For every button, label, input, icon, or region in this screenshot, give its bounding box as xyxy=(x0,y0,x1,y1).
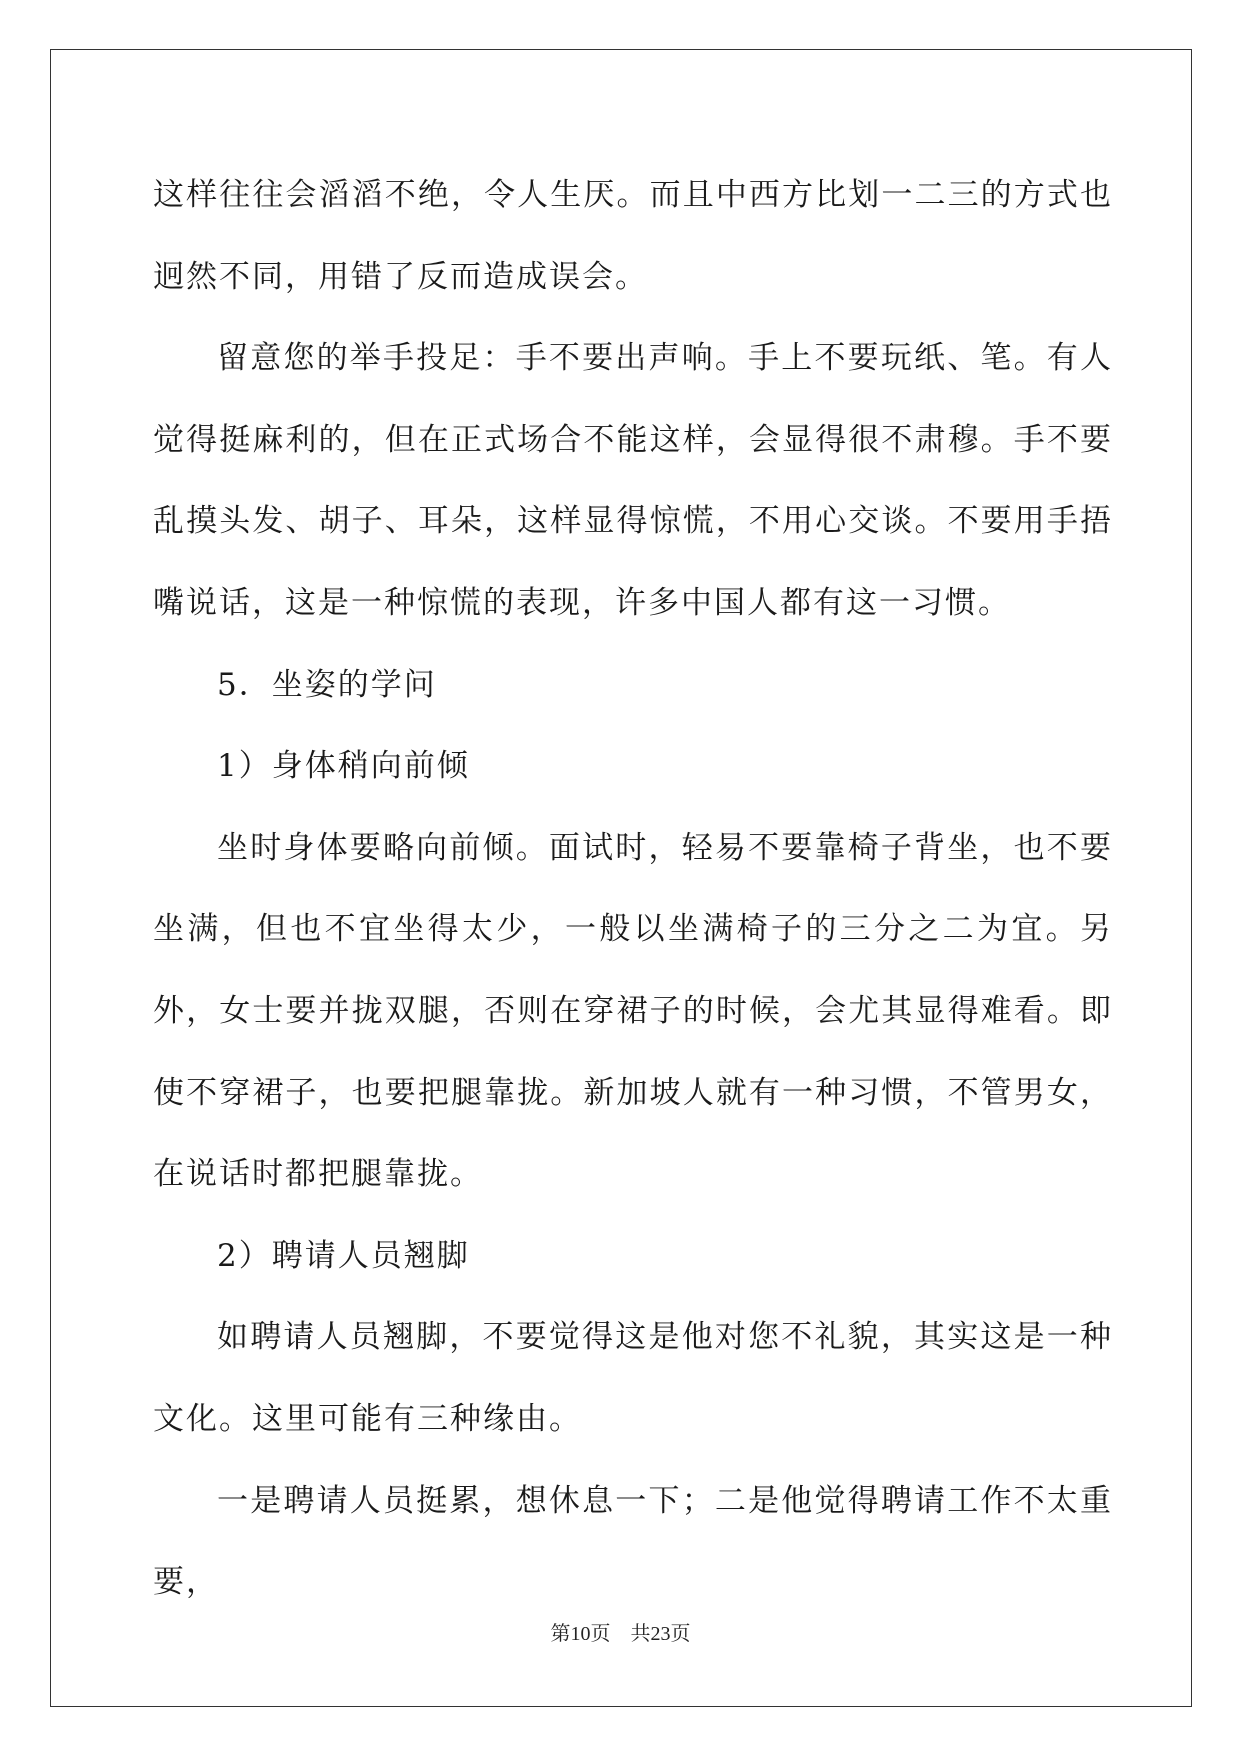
subsection-heading: 2）聘请人员翘脚 xyxy=(217,1237,470,1274)
paragraph: 如聘请人员翘脚，不要觉得这是他对您不礼貌，其实这是一种文化。这里可能有三种缘由。 xyxy=(153,1319,1113,1437)
paragraph: 一是聘请人员挺累，想休息一下；二是他觉得聘请工作不太重要， xyxy=(153,1482,1113,1601)
paragraph: 坐时身体要略向前倾。面试时，轻易不要靠椅子背坐，也不要坐满，但也不宜坐得太少，一般以坐满椅子的三分之二为宜。另外，女士要并拢双腿，否则在穿裙子的时候，会尤其显得难看。即使不穿裙子，也要把腿靠拢。新加坡人就有一种习惯，不管男女，在说话时都把腿靠拢。 xyxy=(153,829,1113,1193)
section-heading: 5．坐姿的学问 xyxy=(217,666,437,703)
paragraph: 这样往往会滔滔不绝，令人生厌。而且中西方比划一二三的方式也迥然不同，用错了反而造成误会。 xyxy=(153,177,1113,295)
document-body xyxy=(153,155,1113,1624)
page-number-footer: 第10页 共23页 xyxy=(550,1623,691,1645)
paragraph: 留意您的举手投足：手不要出声响。手上不要玩纸、笔。有人觉得挺麻利的，但在正式场合不能这样，会显得很不肃穆。手不要乱摸头发、胡子、耳朵，这样显得惊慌，不用心交谈。不要用手捂嘴说话，这是一种惊慌的表现，许多中国人都有这一习惯。 xyxy=(153,340,1113,621)
subsection-heading: 1）身体稍向前倾 xyxy=(217,748,470,785)
